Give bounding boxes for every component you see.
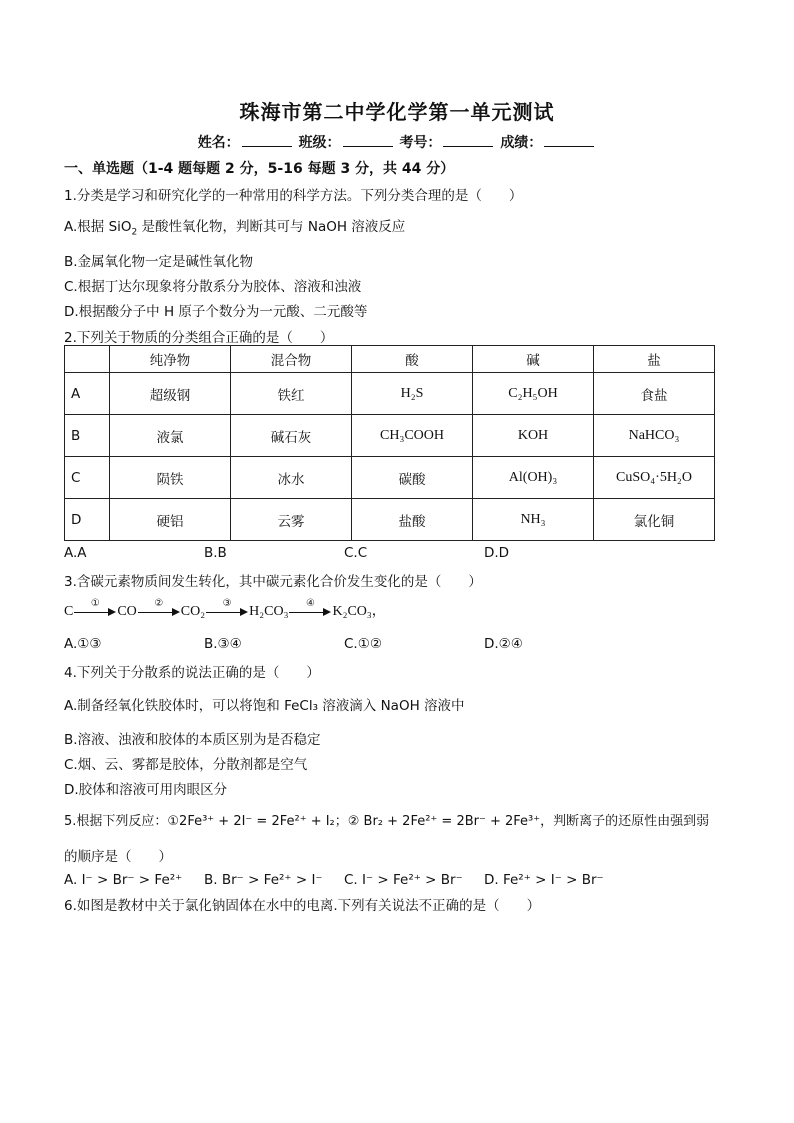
table-cell: Al(OH)₃ (473, 457, 594, 499)
name-label: 姓名： (197, 135, 240, 151)
table-cell: 硬铝 (110, 499, 231, 541)
table-cell: 盐酸 (352, 499, 473, 541)
table-cell: 超级钢 (110, 373, 231, 415)
table-row (65, 373, 715, 415)
class-blank[interactable] (343, 134, 393, 147)
table-cell: 云雾 (231, 499, 352, 541)
q4-stem: 4.下列关于分散系的说法正确的是（ ） (64, 665, 320, 681)
table-cell: H₂S (352, 373, 473, 415)
student-info-line (0, 132, 794, 152)
q1-option-d: D.根据酸分子中 H 原子个数分为一元酸、二元酸等 (64, 304, 368, 320)
table-cell: NaHCO₃ (594, 415, 715, 457)
table-cell: NH₃ (473, 499, 594, 541)
table-cell: CuSO₄·5H₂O (594, 457, 715, 499)
table-cell: 铁红 (231, 373, 352, 415)
q2-stem: 2.下列关于物质的分类组合正确的是（ ） (64, 330, 334, 346)
table-cell: 陨铁 (110, 457, 231, 499)
q6-stem: 6.如图是教材中关于氯化钠固体在水中的电离.下列有关说法不正确的是（ ） (64, 898, 541, 914)
table-cell: A (65, 373, 110, 415)
table-header-cell: 混合物 (231, 346, 352, 373)
table-row (65, 457, 715, 499)
table-header-cell: 酸 (352, 346, 473, 373)
q4-option-b: B.溶液、浊液和胶体的本质区别为是否稳定 (64, 732, 321, 748)
chain-species: CO (117, 604, 137, 619)
page-title: 珠海市第二中学化学第一单元测试 (239, 100, 555, 124)
class-label: 班级： (298, 135, 341, 151)
q3-option-c[interactable]: C.①② (344, 636, 382, 652)
q5-option-a[interactable]: A. I⁻ > Br⁻ > Fe²⁺ (64, 872, 183, 888)
q1-option-b: B.金属氧化物一定是碱性氧化物 (64, 254, 254, 270)
q1-stem: 1.分类是学习和研究化学的一种常用的科学方法。下列分类合理的是（ ） (64, 188, 523, 204)
q1-option-a: A.根据 SiO$_2$ 是酸性氧化物，判断其可与 NaOH 溶液反应 (64, 219, 406, 238)
q2-option-c[interactable]: C.C (344, 545, 368, 561)
table-cell: KOH (473, 415, 594, 457)
q3-option-b[interactable]: B.③④ (204, 636, 242, 652)
table-header-cell: 盐 (594, 346, 715, 373)
table-cell: D (65, 499, 110, 541)
table-cell: 食盐 (594, 373, 715, 415)
table-header-row (65, 346, 715, 373)
table-cell: 液氯 (110, 415, 231, 457)
chain-species: C (64, 604, 74, 619)
q5-stem-continued: 的顺序是（ ） (64, 849, 172, 865)
q3-reaction-chain (64, 597, 386, 620)
exam-no-label: 考号： (399, 135, 442, 151)
q2-table (64, 345, 715, 541)
q2-option-d[interactable]: D.D (484, 545, 510, 561)
q3-option-a[interactable]: A.①③ (64, 636, 102, 652)
table-cell: 碳酸 (352, 457, 473, 499)
table-cell: 碱石灰 (231, 415, 352, 457)
chain-species: K₂CO₃， (332, 604, 386, 619)
q3-option-d[interactable]: D.②④ (484, 636, 523, 652)
q3-options (64, 636, 624, 652)
table-header-cell (65, 346, 110, 373)
q1-option-c: C.根据丁达尔现象将分散系分为胶体、溶液和浊液 (64, 279, 362, 295)
reaction-arrow-icon: ④ (289, 605, 331, 619)
q2-option-a[interactable]: A.A (64, 545, 87, 561)
reaction-arrow-icon: ③ (206, 605, 248, 619)
q4-option-d: D.胶体和溶液可用肉眼区分 (64, 782, 228, 798)
table-row (65, 415, 715, 457)
reaction-arrow-icon: ② (138, 605, 180, 619)
table-header-cell: 纯净物 (110, 346, 231, 373)
table-row (65, 499, 715, 541)
q5-option-b[interactable]: B. Br⁻ > Fe²⁺ > I⁻ (204, 872, 323, 888)
q2-option-b[interactable]: B.B (204, 545, 227, 561)
table-cell: CH₃COOH (352, 415, 473, 457)
exam-no-blank[interactable] (443, 134, 493, 147)
q4-option-a: A.制备经氧化铁胶体时，可以将饱和 FeCl₃ 溶液滴入 NaOH 溶液中 (64, 698, 465, 714)
table-cell: B (65, 415, 110, 457)
score-label: 成绩： (500, 135, 543, 151)
q3-stem: 3.含碳元素物质间发生转化，其中碳元素化合价发生变化的是（ ） (64, 574, 482, 590)
q2-options (64, 545, 624, 561)
table-cell: 冰水 (231, 457, 352, 499)
chain-species: H₂CO₃ (249, 604, 289, 619)
name-blank[interactable] (242, 134, 292, 147)
score-blank[interactable] (544, 134, 594, 147)
q5-option-c[interactable]: C. I⁻ > Fe²⁺ > Br⁻ (344, 872, 463, 888)
q5-stem: 5.根据下列反应：①2Fe³⁺ + 2I⁻ = 2Fe²⁺ + I₂；② Br₂ + 2Fe²⁺ = 2Br⁻ + 2Fe³⁺，判断离子的还原性由强到弱 (64, 814, 710, 829)
reaction-arrow-icon: ① (74, 605, 116, 619)
chain-species: CO₂ (180, 604, 206, 619)
section-heading: 一、单选题（1-4 题每题 2 分，5-16 每题 3 分，共 44 分） (64, 161, 455, 177)
q5-option-d[interactable]: D. Fe²⁺ > I⁻ > Br⁻ (484, 872, 604, 888)
q5-options (64, 872, 624, 888)
table-cell: C₂H₅OH (473, 373, 594, 415)
q4-option-c: C.烟、云、雾都是胶体，分散剂都是空气 (64, 757, 308, 773)
table-header-cell: 碱 (473, 346, 594, 373)
table-cell: 氯化铜 (594, 499, 715, 541)
table-cell: C (65, 457, 110, 499)
